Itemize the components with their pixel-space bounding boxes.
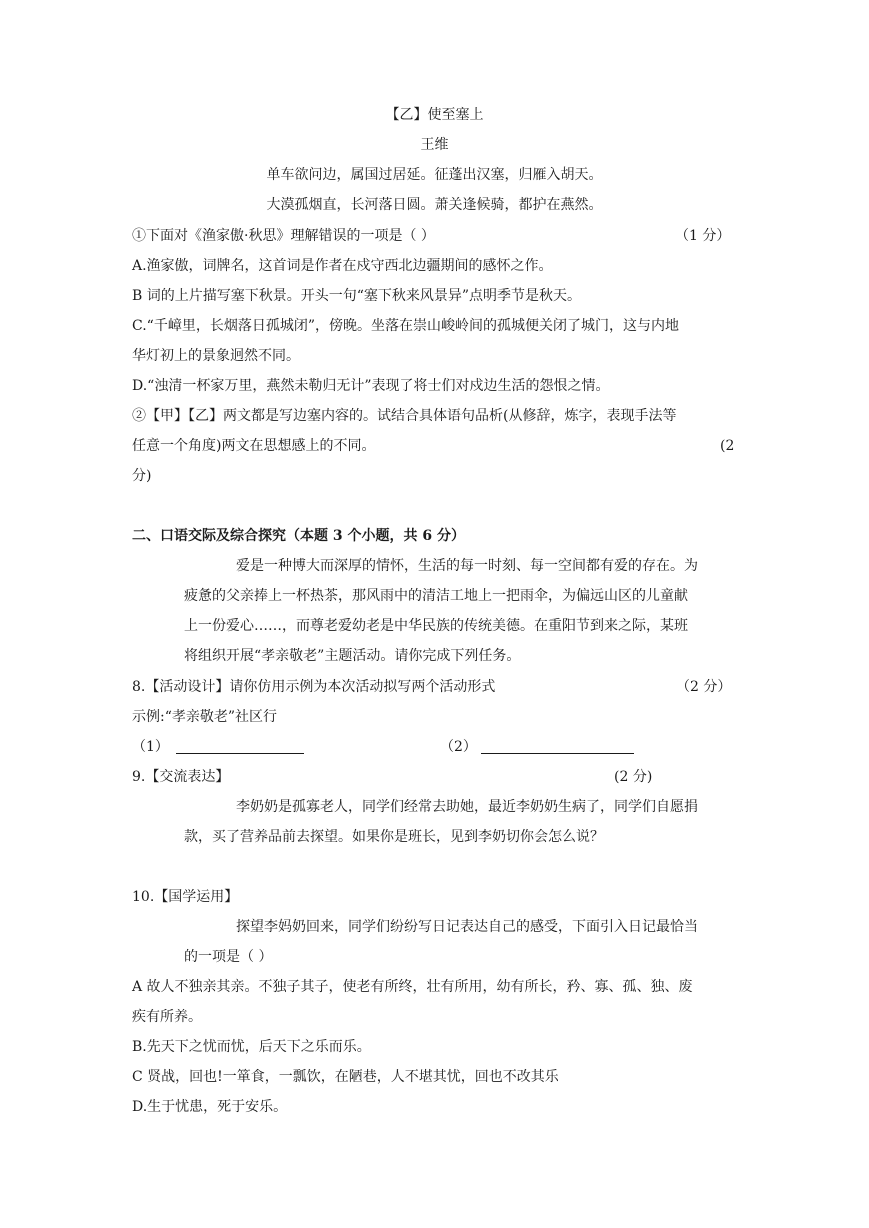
q10-text-1: 探望李妈奶回来，同学们纷纷写日记表达自己的感受，下面引入日记最恰当 [236,919,698,935]
section-2-intro-3: 上一份爱心……，而尊老爱幼老是中华民族的传统美德。在重阳节到来之际，某班 [184,618,688,634]
q1-option-d: D.“浊清一杯家万里，燕然未勒归无计”表现了将士们对戍边生活的怨恨之情。 [132,378,610,394]
q1-score: （1 分） [675,228,731,244]
q9-text-2: 款，买了营养品前去探望。如果你是班长，见到李奶切你会怎么说？ [184,829,604,845]
q1-stem: ①下面对《渔家傲·秋思》理解错误的一项是（ ） [132,228,435,244]
q1-option-b: B 词的上片描写塞下秋景。开头一句“塞下秋来风景异”点明季节是秋天。 [132,288,582,304]
section-2-intro-2: 疲惫的父亲捧上一杯热茶，那风雨中的清洁工地上一把雨伞，为偏远山区的儿童献 [184,588,688,604]
section-2-intro-4: 将组织开展“孝亲敬老”主题活动。请你完成下列任务。 [184,648,521,664]
q8-blank-2-label: （2） [440,739,477,755]
q1-option-c-line-2: 华灯初上的景象迥然不同。 [132,348,300,364]
poem-author: 王维 [420,137,449,153]
poem-line-2: 大漠孤烟直，长河落日圆。萧关逢候骑，都护在燕然。 [266,197,603,213]
q8-stem: 8.【活动设计】请你仿用示例为本次活动拟写两个活动形式 [132,679,496,695]
q2-line-1: ②【甲】【乙】两文都是写边塞内容的。试结合具体语句品析(从修辞，炼字，表现手法等 [132,408,677,424]
section-2-heading: 二、口语交际及综合探究（本题 3 个小题，共 6 分） [132,528,465,544]
q8-example: 示例:“孝亲敬老”社区行 [132,709,278,725]
q10-option-a-line-2: 疾有所养。 [132,1009,202,1025]
q2-score-open: (2 [720,438,735,454]
q9-stem: 9.【交流表达】 [132,769,230,785]
q2-score-close: 分) [132,468,152,484]
q10-text-2: 的一项是（ ） [184,949,273,965]
section-2-intro-1: 爱是一种博大而深厚的情怀，生活的每一时刻、每一空间都有爱的存在。为 [236,558,698,574]
q2-line-2: 任意一个角度)两文在思想感上的不同。 [132,438,376,454]
q1-option-c-line-1: C.“千嶂里，长烟落日孤城闭”，傍晚。坐落在崇山峻岭间的孤城便关闭了城门，这与内地 [132,318,679,334]
q8-blank-1-label: （1） [132,739,169,755]
q8-blank-2-line[interactable] [481,753,634,754]
q9-score: (2 分) [614,769,653,785]
q8-score: （2 分） [676,679,732,695]
q10-stem: 10.【国学运用】 [132,889,239,905]
poem-line-1: 单车欲问边，属国过居延。征蓬出汉塞，归雁入胡天。 [266,167,603,183]
poem-title: 【乙】使至塞上 [385,107,484,123]
q10-option-a-line-1: A 故人不独亲其亲。不独子其子，使老有所终，壮有所用，幼有所长，矜、寡、孤、独、废 [132,979,693,995]
q1-option-a: A.渔家傲，词牌名，这首词是作者在戍守西北边疆期间的感怀之作。 [132,258,553,274]
q10-option-c: C 贤战，回也!一箪食，一瓢饮，在陋巷，人不堪其忧，回也不改其乐 [132,1069,559,1085]
q9-text-1: 李奶奶是孤寡老人，同学们经常去助她，最近李奶奶生病了，同学们自愿捐 [236,799,698,815]
q8-blank-1-line[interactable] [176,753,304,754]
q10-option-b: B.先天下之忧而忧，后天下之乐而乐。 [132,1039,371,1055]
q10-option-d: D.生于忧患，死于安乐。 [132,1099,288,1115]
